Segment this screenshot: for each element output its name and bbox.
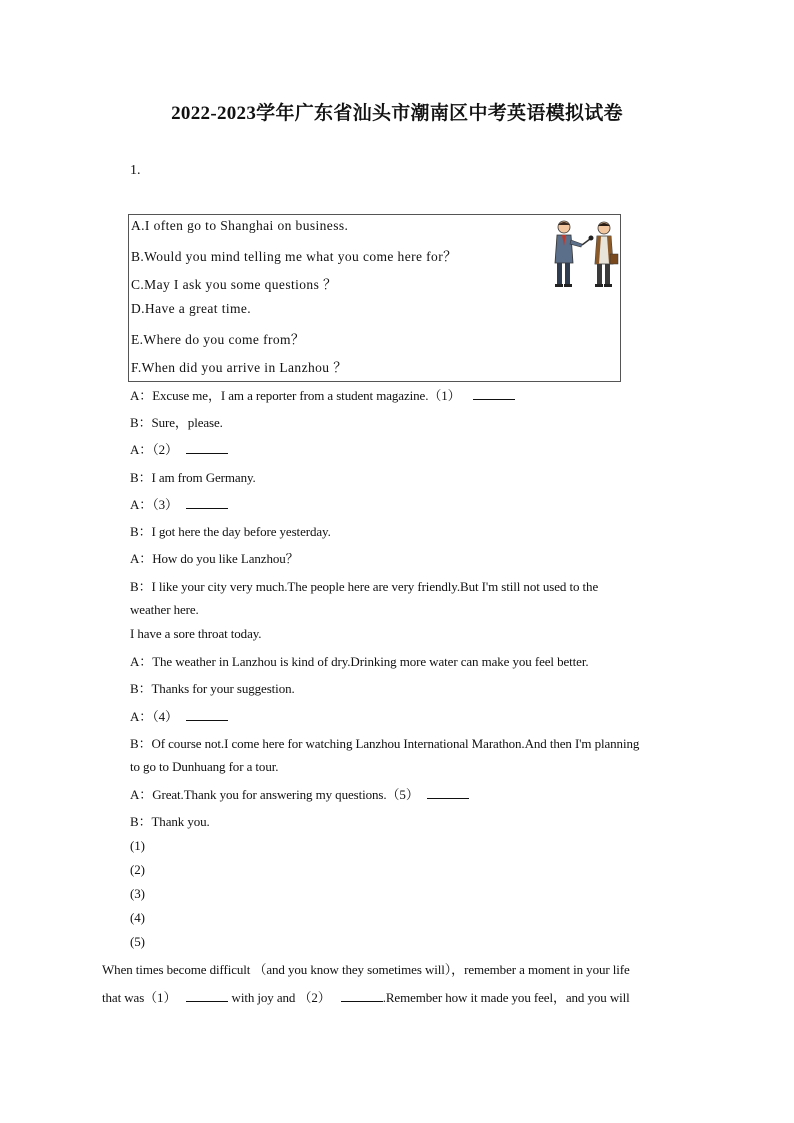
dialogue-line-17: B：Thank you. (130, 814, 210, 829)
dialogue-line-15: to go to Dunhuang for a tour. (130, 759, 279, 774)
passage-line-1: When times become difficult （and you know they sometimes will），remember a moment in your life (102, 962, 630, 977)
passage-line-2: that was（1） with joy and （2） .Remember how it made you feel，and you will (102, 990, 630, 1005)
answer-item-4: (4) (130, 910, 145, 925)
option-e: E.Where do you come from？ (131, 332, 305, 347)
answer-item-2: (2) (130, 862, 145, 877)
option-f: F.When did you arrive in Lanzhou ？ (131, 360, 348, 375)
option-c: C.May I ask you some questions ？ (131, 277, 337, 292)
dialogue-line-12: B：Thanks for your suggestion. (130, 681, 295, 696)
options-box (128, 214, 621, 382)
dialogue-line-5: A：（3） (130, 494, 228, 513)
answer-blank-1 (473, 398, 515, 400)
two-people-interview-icon (552, 218, 620, 290)
dialogue-line-14: B：Of course not.I come here for watching Lanzhou International Marathon.And then I'm planning (130, 736, 640, 751)
dialogue-line-1: A：Excuse me，I am a reporter from a student magazine.（1） (130, 385, 515, 404)
option-a: A.I often go to Shanghai on business. (131, 218, 349, 233)
answer-item-3: (3) (130, 886, 145, 901)
answer-item-5: (5) (130, 934, 145, 949)
passage-blank-2 (341, 1000, 383, 1002)
passage-blank-1 (186, 1000, 228, 1002)
dialogue-line-3: A：（2） (130, 439, 228, 458)
question-number: 1. (130, 163, 141, 178)
dialogue-line-13: A：（4） (130, 706, 228, 725)
dialogue-line-6: B：I got here the day before yesterday. (130, 524, 331, 539)
dialogue-line-8: B：I like your city very much.The people here are very friendly.But I'm still not used to the (130, 579, 599, 594)
answer-item-1: (1) (130, 838, 145, 853)
dialogue-line-4: B：I am from Germany. (130, 470, 256, 485)
dialogue-line-7: A：How do you like Lanzhou？ (130, 551, 299, 566)
answer-blank-5 (427, 797, 469, 799)
page-title: 2022-2023学年广东省汕头市潮南区中考英语模拟试卷 (171, 103, 623, 124)
dialogue-line-2: B：Sure，please. (130, 415, 223, 430)
dialogue-line-9: weather here. (130, 602, 199, 617)
answer-blank-3 (186, 507, 228, 509)
option-d: D.Have a great time. (131, 301, 252, 316)
answer-blank-2 (186, 452, 228, 454)
dialogue-line-10: I have a sore throat today. (130, 626, 262, 641)
answer-blank-4 (186, 719, 228, 721)
dialogue-line-11: A：The weather in Lanzhou is kind of dry.Drinking more water can make you feel better. (130, 654, 589, 669)
option-b: B.Would you mind telling me what you come here for？ (131, 249, 458, 264)
dialogue-line-16: A：Great.Thank you for answering my questions.（5） (130, 784, 469, 803)
